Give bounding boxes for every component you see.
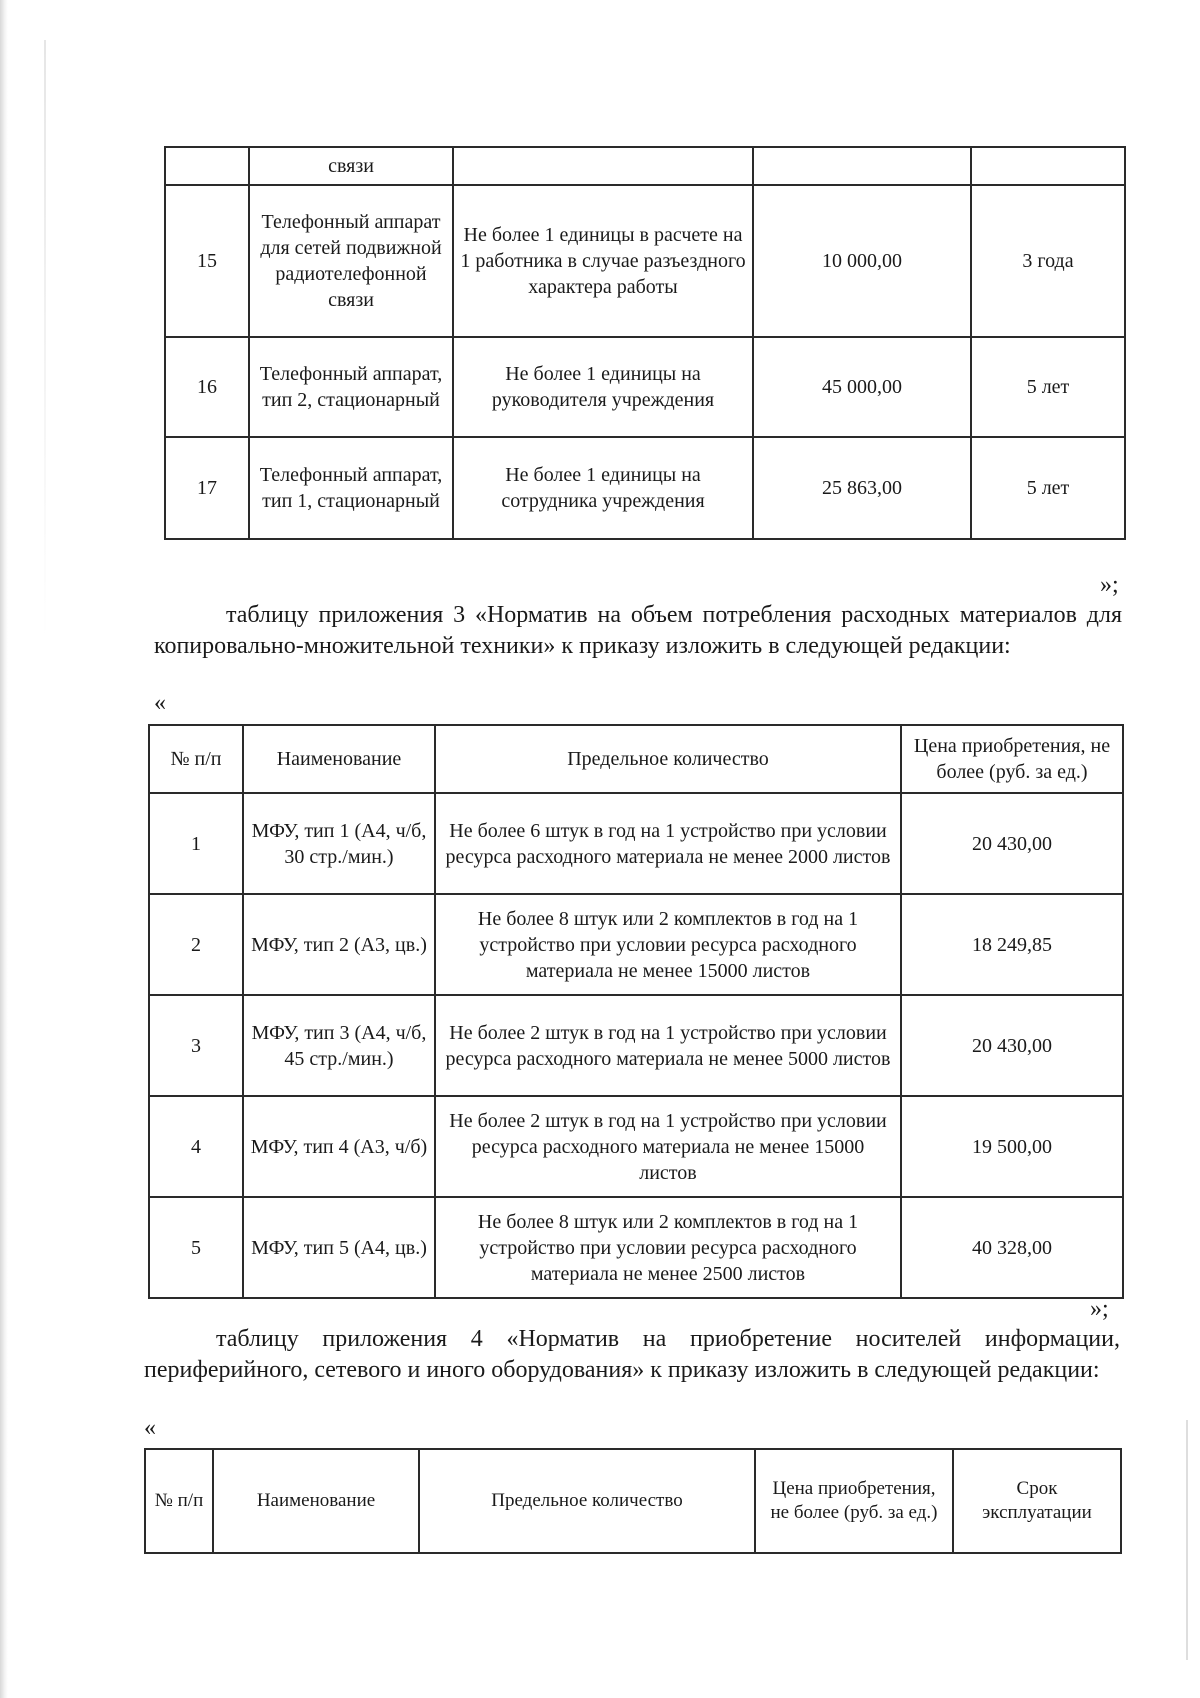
cell-price: 45 000,00 [753,337,971,437]
opening-quote: « [144,1415,156,1441]
paragraph-appendix-3: таблицу приложения 3 «Норматив на объем потребления расходных материалов для копировально-множительной техники» к приказу изложить в следующей редакции: [154,602,1122,659]
header-limit: Предельное количество [435,725,901,793]
cell-num: 4 [149,1096,243,1197]
cell-limit: Не более 1 единицы в расчете на 1 работника в случае разъездного характера работы [453,185,753,337]
scan-edge-shadow [0,0,8,1698]
cell-name: Телефонный аппарат, тип 2, стационарный [249,337,453,437]
cell-num: 1 [149,793,243,894]
cell-name: Телефонный аппарат для сетей подвижной радиотелефонной связи [249,185,453,337]
cell-price: 19 500,00 [901,1096,1123,1197]
header-name: Наименование [213,1449,419,1553]
cell-num: 5 [149,1197,243,1298]
table-row [149,1197,1123,1298]
cell-name: МФУ, тип 4 (А3, ч/б) [243,1096,435,1197]
closing-quote: »; [1090,1296,1109,1322]
cell-term [971,147,1125,185]
cell-limit [453,147,753,185]
cell-name: МФУ, тип 3 (А4, ч/б, 45 стр./мин.) [243,995,435,1096]
cell-term: 5 лет [971,437,1125,539]
table-phones [164,146,1126,540]
table-row [149,1096,1123,1197]
table-row [149,995,1123,1096]
cell-limit: Не более 2 штук в год на 1 устройство при условии ресурса расходного материала не менее 15000 листов [435,1096,901,1197]
scan-artifact-line [44,40,46,640]
cell-term: 3 года [971,185,1125,337]
table-equipment [144,1448,1122,1554]
header-price: Цена приобретения, не более (руб. за ед.) [755,1449,953,1553]
table-row [165,437,1125,539]
cell-num: 16 [165,337,249,437]
table-row [149,793,1123,894]
closing-quote: »; [1100,572,1119,598]
table-row [165,185,1125,337]
cell-name: связи [249,147,453,185]
scan-artifact-right [1186,1420,1188,1660]
table-header-row [145,1449,1121,1553]
cell-price: 40 328,00 [901,1197,1123,1298]
cell-price: 25 863,00 [753,437,971,539]
header-term: Срок эксплуатации [953,1449,1121,1553]
table-row [149,894,1123,995]
header-name: Наименование [243,725,435,793]
cell-num: 2 [149,894,243,995]
cell-limit: Не более 6 штук в год на 1 устройство при условии ресурса расходного материала не менее 2000 листов [435,793,901,894]
cell-limit: Не более 2 штук в год на 1 устройство при условии ресурса расходного материала не менее 5000 листов [435,995,901,1096]
cell-price [753,147,971,185]
cell-num: 3 [149,995,243,1096]
table-row [165,337,1125,437]
cell-limit: Не более 1 единицы на сотрудника учреждения [453,437,753,539]
cell-name: МФУ, тип 1 (А4, ч/б, 30 стр./мин.) [243,793,435,894]
cell-num [165,147,249,185]
cell-price: 20 430,00 [901,995,1123,1096]
cell-name: МФУ, тип 5 (А4, цв.) [243,1197,435,1298]
cell-limit: Не более 8 штук или 2 комплектов в год на 1 устройство при условии ресурса расходного материала не менее 15000 листов [435,894,901,995]
cell-price: 18 249,85 [901,894,1123,995]
table-consumables [148,724,1124,1299]
opening-quote: « [154,690,166,716]
table-row [165,147,1125,185]
header-num: № п/п [149,725,243,793]
cell-term: 5 лет [971,337,1125,437]
table-header-row [149,725,1123,793]
cell-num: 17 [165,437,249,539]
cell-limit: Не более 8 штук или 2 комплектов в год на 1 устройство при условии ресурса расходного материала не менее 2500 листов [435,1197,901,1298]
cell-limit: Не более 1 единицы на руководителя учреждения [453,337,753,437]
cell-price: 10 000,00 [753,185,971,337]
cell-name: Телефонный аппарат, тип 1, стационарный [249,437,453,539]
header-num: № п/п [145,1449,213,1553]
header-limit: Предельное количество [419,1449,755,1553]
paragraph-appendix-4: таблицу приложения 4 «Норматив на приобретение носителей информации, периферийного, сетевого и иного оборудования» к приказу изложить в следующей редакции: [144,1326,1120,1383]
cell-name: МФУ, тип 2 (А3, цв.) [243,894,435,995]
header-price: Цена приобретения, не более (руб. за ед.) [901,725,1123,793]
cell-num: 15 [165,185,249,337]
cell-price: 20 430,00 [901,793,1123,894]
